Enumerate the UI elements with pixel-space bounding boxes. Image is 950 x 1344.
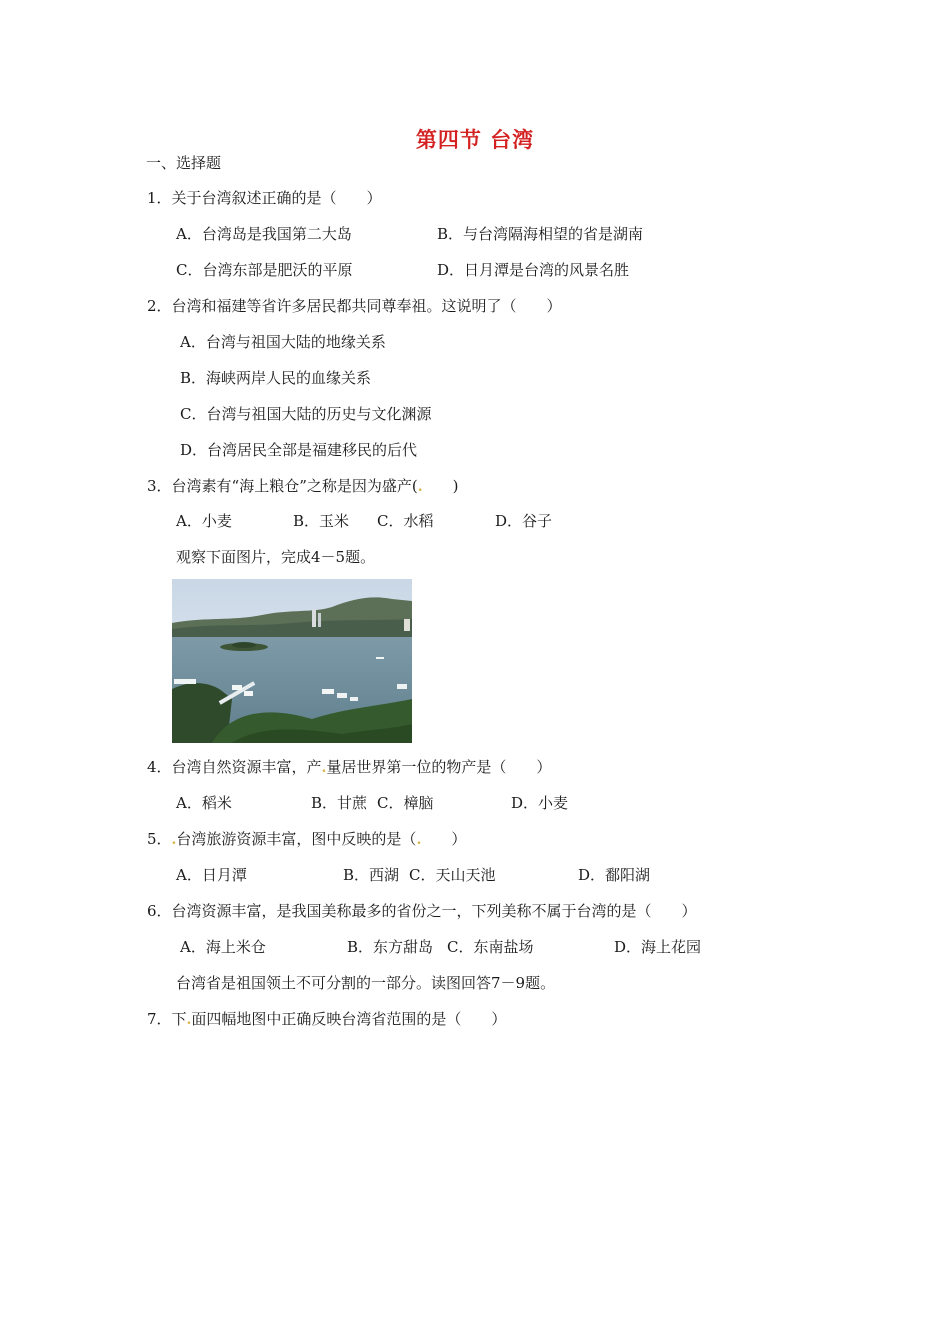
question-3-option-c: C．水稻 [377, 512, 434, 530]
question-3-stem [147, 476, 458, 497]
lake-photo [172, 579, 412, 743]
page-title: 第四节 台湾 [415, 128, 535, 152]
question-5-stem-text: 台湾旅游资源丰富，图中反映的是（ [176, 830, 417, 848]
mark-dot: . [416, 832, 422, 848]
question-4-option-a: A．稻米 [176, 794, 232, 812]
question-1-option-c: C．台湾东部是肥沃的平原 [176, 261, 353, 279]
question-3-stem-bracket: ) [422, 477, 459, 495]
question-5-option-c: C．天山天池 [409, 866, 496, 884]
question-4-stem [147, 757, 551, 778]
question-1-option-d: D．日月潭是台湾的风景名胜 [437, 261, 630, 279]
instruction-4-5: 观察下面图片，完成4－5题。 [176, 548, 376, 566]
question-4-option-b: B．甘蔗 [311, 794, 368, 812]
question-4-option-c: C．樟脑 [377, 794, 434, 812]
question-1-option-b: B．与台湾隔海相望的省是湖南 [437, 225, 644, 243]
question-4-stem-rest: 量居世界第一位的物产是（ ） [326, 758, 552, 776]
question-4-option-d: D．小麦 [511, 794, 569, 812]
mark-dot: . [321, 760, 327, 776]
question-7-stem-text: 7．下 [147, 1010, 187, 1028]
question-5-option-d: D．鄱阳湖 [578, 866, 651, 884]
mark-dot: . [186, 1012, 192, 1028]
question-3-stem-text: 3．台湾素有“海上粮仓”之称是因为盛产( [147, 477, 418, 495]
question-1-stem: 1．关于台湾叙述正确的是（ ） [147, 189, 382, 207]
question-3-option-d: D．谷子 [495, 512, 553, 530]
question-2-option-b: B．海峡两岸人民的血缘关系 [180, 369, 372, 387]
question-6-stem: 6．台湾资源丰富，是我国美称最多的省份之一，下列美称不属于台湾的是（ ） [147, 902, 697, 920]
question-5-number: 5． [147, 830, 172, 848]
question-5-option-b: B．西湖 [343, 866, 400, 884]
instruction-7-9: 台湾省是祖国领土不可分割的一部分。读图回答7－9题。 [176, 974, 556, 992]
question-3-option-a: A．小麦 [176, 512, 232, 530]
question-1-option-a: A．台湾岛是我国第二大岛 [176, 225, 352, 243]
question-6-option-d: D．海上花园 [614, 938, 702, 956]
question-5-stem [147, 829, 466, 850]
question-6-option-c: C．东南盐场 [447, 938, 534, 956]
mark-dot: . [417, 479, 423, 495]
mark-dot: . [171, 832, 177, 848]
question-5-option-a: A．日月潭 [176, 866, 247, 884]
question-6-option-b: B．东方甜岛 [347, 938, 434, 956]
question-2-option-a: A．台湾与祖国大陆的地缘关系 [180, 333, 386, 351]
question-3-option-b: B．玉米 [293, 512, 350, 530]
question-2-option-c: C．台湾与祖国大陆的历史与文化渊源 [180, 405, 432, 423]
question-2-stem: 2．台湾和福建等省许多居民都共同尊奉祖。这说明了（ ） [147, 297, 562, 315]
question-4-stem-text: 4．台湾自然资源丰富，产 [147, 758, 322, 776]
question-7-stem [147, 1009, 506, 1030]
question-5-stem-bracket: ） [421, 830, 467, 848]
question-2-option-d: D．台湾居民全部是福建移民的后代 [180, 441, 418, 459]
question-6-option-a: A．海上米仓 [180, 938, 266, 956]
section-heading: 一、选择题 [146, 154, 222, 172]
question-7-stem-rest: 面四幅地图中正确反映台湾省范围的是（ ） [191, 1010, 507, 1028]
